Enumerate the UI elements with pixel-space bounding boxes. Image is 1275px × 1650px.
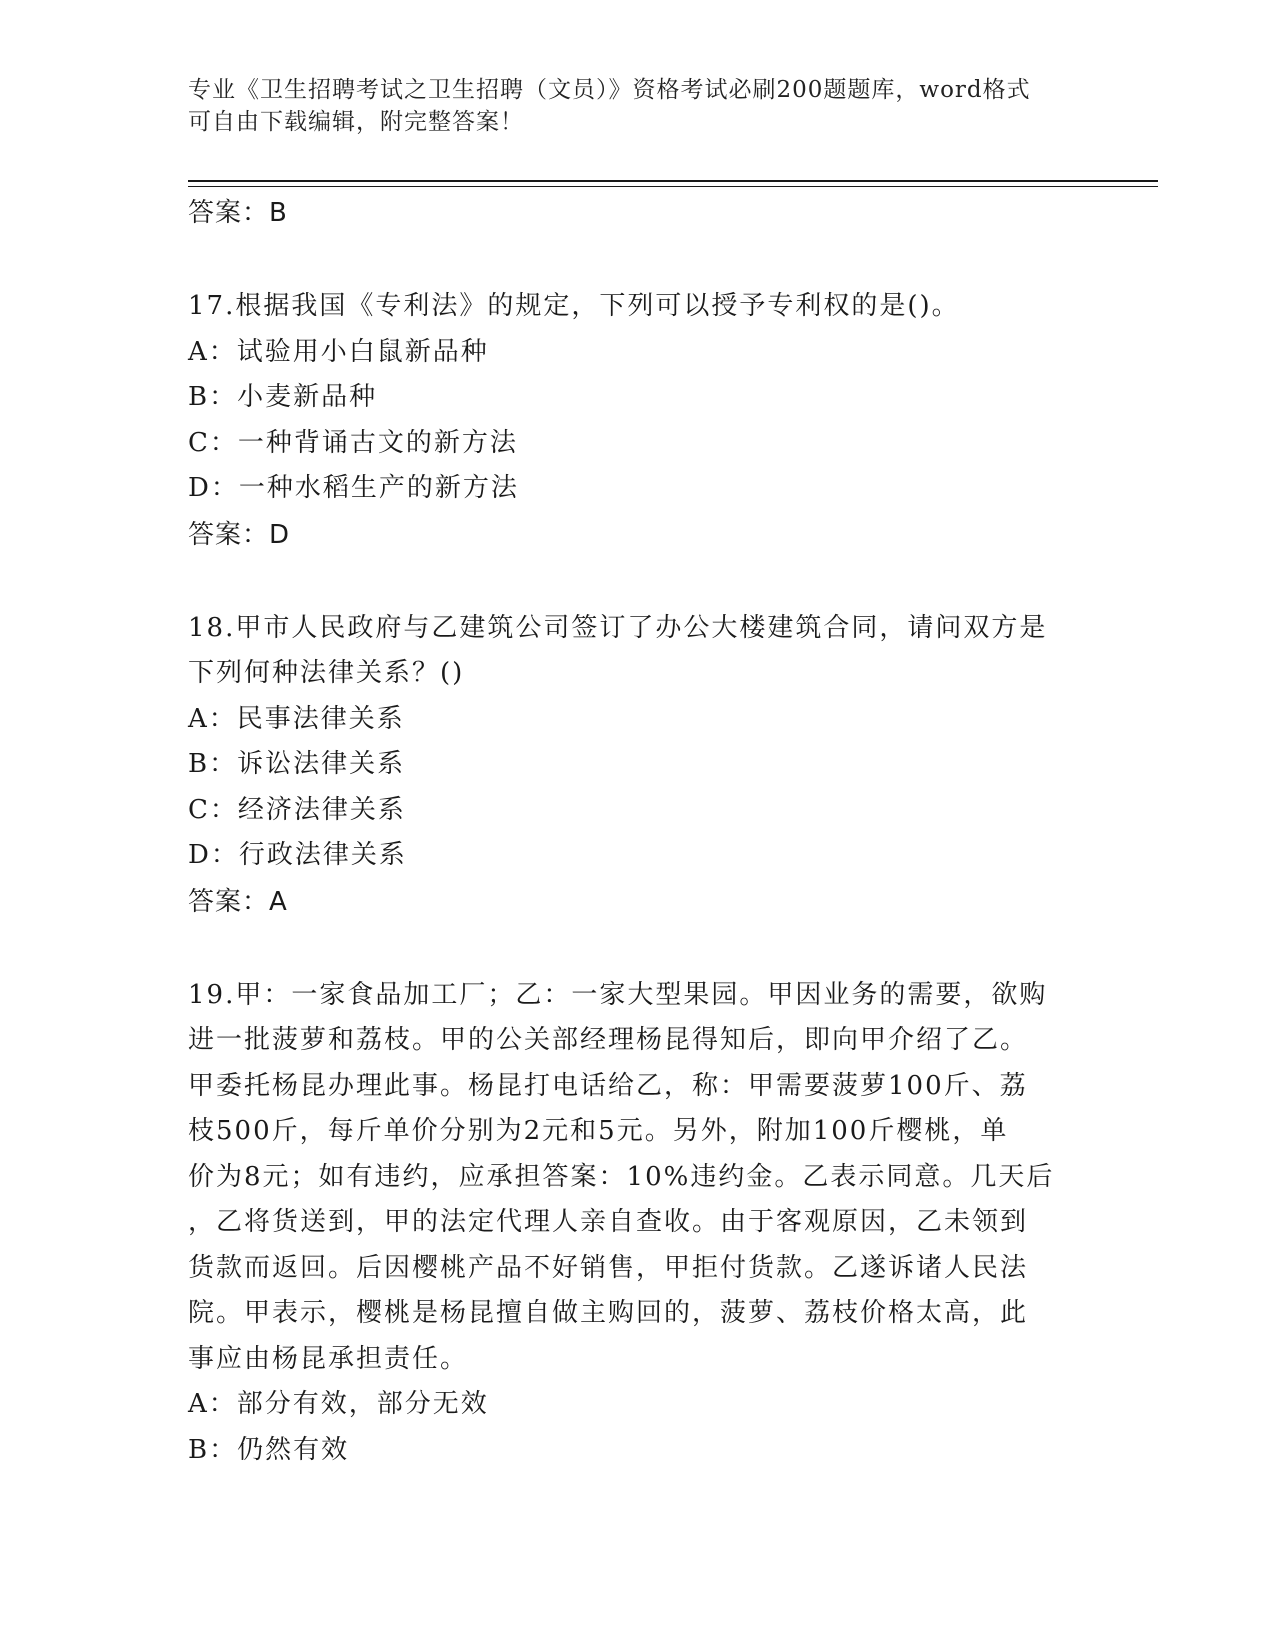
- question-stem-line: 进一批菠萝和荔枝。甲的公关部经理杨昆得知后，即向甲介绍了乙。: [188, 1025, 1029, 1055]
- answer: 答案：D: [188, 519, 291, 550]
- option-d: D：行政法律关系: [188, 840, 407, 870]
- question-stem-line: 事应由杨昆承担责任。: [188, 1343, 469, 1374]
- answer: 答案：A: [188, 886, 288, 917]
- option-a: A：部分有效，部分无效: [188, 1389, 489, 1419]
- previous-answer: 答案：B: [188, 198, 288, 228]
- header-divider-thin: [188, 186, 1158, 187]
- question-stem-line: 甲委托杨昆办理此事。杨昆打电话给乙，称：甲需要菠萝100斤、荔: [188, 1070, 1028, 1101]
- question-stem-line: 价为8元；如有违约，应承担答案：10%违约金。乙表示同意。几天后: [188, 1161, 1055, 1192]
- question-stem-line: 院。甲表示，樱桃是杨昆擅自做主购回的，菠萝、荔枝价格太高，此: [188, 1298, 1029, 1328]
- option-b: B：诉讼法律关系: [188, 749, 406, 779]
- question-17: [188, 284, 1088, 558]
- question-content: [188, 190, 1088, 1473]
- option-c: C：经济法律关系: [188, 794, 406, 825]
- option-a: A：民事法律关系: [188, 703, 405, 734]
- option-b: B：小麦新品种: [188, 382, 378, 412]
- question-stem-line: 下列何种法律关系？(): [188, 658, 465, 688]
- spacer: [188, 925, 1088, 973]
- header-line-1: 专业《卫生招聘考试之卫生招聘（文员）》资格考试必刷200题题库，word格式: [188, 77, 1031, 103]
- question-18: [188, 606, 1088, 925]
- question-stem-line: ，乙将货送到，甲的法定代理人亲自查收。由于客观原因，乙未领到: [188, 1207, 1029, 1237]
- question-stem-line: 19.甲：一家食品加工厂；乙：一家大型果园。甲因业务的需要，欲购: [188, 979, 1048, 1010]
- spacer: [188, 236, 1088, 284]
- option-c: C：一种背诵古文的新方法: [188, 427, 518, 458]
- option-a: A：试验用小白鼠新品种: [188, 336, 489, 367]
- question-stem: 17.根据我国《专利法》的规定，下列可以授予专利权的是()。: [188, 291, 960, 321]
- document-header: [188, 74, 1068, 138]
- question-stem-line: 18.甲市人民政府与乙建筑公司签订了办公大楼建筑合同，请问双方是: [188, 612, 1048, 643]
- header-divider-thick: [188, 180, 1158, 182]
- question-stem-line: 枝500斤，每斤单价分别为2元和5元。另外，附加100斤樱桃，单: [188, 1116, 1009, 1146]
- question-stem-line: 货款而返回。后因樱桃产品不好销售，甲拒付货款。乙遂诉诸人民法: [188, 1252, 1029, 1283]
- question-19: [188, 973, 1088, 1474]
- spacer: [188, 558, 1088, 606]
- option-d: D：一种水稻生产的新方法: [188, 473, 519, 503]
- option-b: B：仍然有效: [188, 1434, 350, 1465]
- header-line-2: 可自由下载编辑，附完整答案！: [188, 109, 524, 135]
